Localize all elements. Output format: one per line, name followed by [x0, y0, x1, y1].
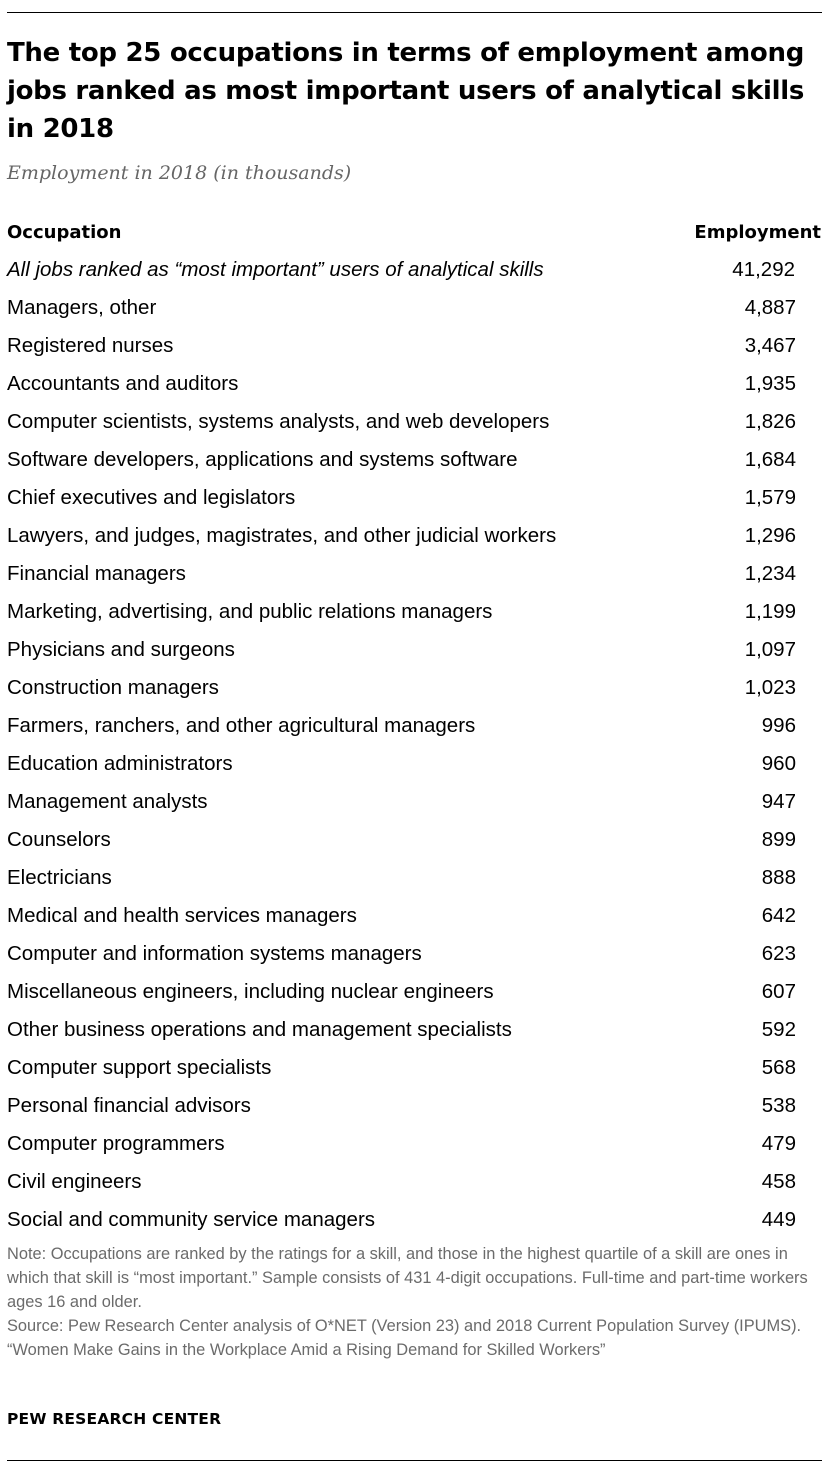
row-employment-value: 1,097: [744, 638, 796, 661]
row-occupation-label: Other business operations and management specialists: [7, 1018, 512, 1041]
row-occupation-label: Construction managers: [7, 676, 219, 699]
row-occupation-label: Civil engineers: [7, 1170, 142, 1193]
table-row: [7, 1050, 821, 1088]
row-employment-value: 1,023: [744, 676, 796, 699]
row-employment-value: 458: [761, 1170, 796, 1193]
table-row: [7, 366, 821, 404]
row-occupation-label: Management analysts: [7, 790, 208, 813]
row-employment-value: 888: [761, 866, 796, 889]
row-occupation-label: Accountants and auditors: [7, 372, 239, 395]
row-occupation-label: Chief executives and legislators: [7, 486, 296, 509]
row-employment-value: 1,935: [744, 372, 796, 395]
source-text: Source: Pew Research Center analysis of O*NET (Version 23) and 2018 Current Population Survey (IPUMS).: [7, 1317, 802, 1335]
table-header: [7, 214, 821, 252]
row-employment-value: 623: [761, 942, 796, 965]
row-employment-value: 3,467: [744, 334, 796, 357]
note-text: Note: Occupations are ranked by the ratings for a skill, and those in the highest quartile of a skill are ones in which that skill is “most important.” Sample consists of 431 4-digit occupations. Full-time and part-time workers ages 16 and older.: [7, 1245, 808, 1311]
row-employment-value: 960: [761, 752, 796, 775]
brand-logo-text: PEW RESEARCH CENTER: [7, 1410, 222, 1428]
row-occupation-label: Counselors: [7, 828, 111, 851]
table-row: [7, 708, 821, 746]
row-employment-value: 538: [761, 1094, 796, 1117]
bottom-rule: [7, 1460, 822, 1461]
row-occupation-label: Electricians: [7, 866, 112, 889]
table-row: [7, 898, 821, 936]
row-employment-value: 1,579: [744, 486, 796, 509]
row-employment-value: 996: [761, 714, 796, 737]
table-row: [7, 936, 821, 974]
table-row: [7, 670, 821, 708]
row-employment-value: 1,826: [744, 410, 796, 433]
chart-title: The top 25 occupations in terms of employment among jobs ranked as most important users of analytical skills in 2018: [7, 38, 805, 144]
row-occupation-label: Computer scientists, systems analysts, and web developers: [7, 410, 550, 433]
column-header-occupation: Occupation: [7, 222, 122, 243]
row-employment-value: 947: [761, 790, 796, 813]
row-occupation-label: Personal financial advisors: [7, 1094, 251, 1117]
table-row-total: [7, 252, 821, 290]
column-header-employment: Employment: [694, 222, 821, 243]
row-employment-value: 592: [761, 1018, 796, 1041]
table-row: [7, 974, 821, 1012]
row-occupation-label: Physicians and surgeons: [7, 638, 235, 661]
table-row: [7, 1202, 821, 1240]
row-occupation-label: Marketing, advertising, and public relations managers: [7, 600, 493, 623]
row-employment-value: 1,684: [744, 448, 796, 471]
row-occupation-label: Farmers, ranchers, and other agricultural managers: [7, 714, 476, 737]
table-row: [7, 480, 821, 518]
report-title-text: “Women Make Gains in the Workplace Amid a Rising Demand for Skilled Workers”: [7, 1341, 606, 1359]
table-row: [7, 632, 821, 670]
table-row: [7, 518, 821, 556]
row-employment-value: 899: [761, 828, 796, 851]
table-row: [7, 404, 821, 442]
chart-subtitle: Employment in 2018 (in thousands): [7, 162, 352, 184]
row-employment-value: 1,234: [744, 562, 796, 585]
row-occupation-label: Computer and information systems managers: [7, 942, 422, 965]
row-occupation-label: Financial managers: [7, 562, 186, 585]
table-row: [7, 290, 821, 328]
table-row: [7, 1164, 821, 1202]
row-occupation-label: Lawyers, and judges, magistrates, and other judicial workers: [7, 524, 557, 547]
row-employment-value: 41,292: [732, 258, 795, 281]
row-employment-value: 607: [761, 980, 796, 1003]
table-row: [7, 442, 821, 480]
row-occupation-label: Education administrators: [7, 752, 233, 775]
row-occupation-label: Social and community service managers: [7, 1208, 376, 1231]
table-row: [7, 860, 821, 898]
row-employment-value: 1,296: [744, 524, 796, 547]
table-row: [7, 822, 821, 860]
table-row: [7, 594, 821, 632]
table-row: [7, 1126, 821, 1164]
row-employment-value: 479: [761, 1132, 796, 1155]
table-row: [7, 556, 821, 594]
row-occupation-label: Computer support specialists: [7, 1056, 272, 1079]
table-row: [7, 1012, 821, 1050]
row-employment-value: 449: [761, 1208, 796, 1231]
table-body: [7, 290, 821, 1240]
row-occupation-label: Software developers, applications and systems software: [7, 448, 518, 471]
row-employment-value: 642: [761, 904, 796, 927]
row-employment-value: 4,887: [744, 296, 796, 319]
table-row: [7, 746, 821, 784]
row-occupation-label: Managers, other: [7, 296, 157, 319]
row-occupation-label: Registered nurses: [7, 334, 174, 357]
row-occupation-label: Computer programmers: [7, 1132, 225, 1155]
table-row: [7, 784, 821, 822]
row-employment-value: 1,199: [744, 600, 796, 623]
row-employment-value: 568: [761, 1056, 796, 1079]
table-row: [7, 328, 821, 366]
top-rule: [7, 12, 822, 13]
employment-table: [7, 214, 821, 1240]
row-occupation-label: Miscellaneous engineers, including nuclear engineers: [7, 980, 494, 1003]
row-occupation-label: Medical and health services managers: [7, 904, 357, 927]
footnotes: [7, 1242, 822, 1362]
table-row: [7, 1088, 821, 1126]
row-occupation-label: All jobs ranked as “most important” users of analytical skills: [7, 258, 544, 281]
